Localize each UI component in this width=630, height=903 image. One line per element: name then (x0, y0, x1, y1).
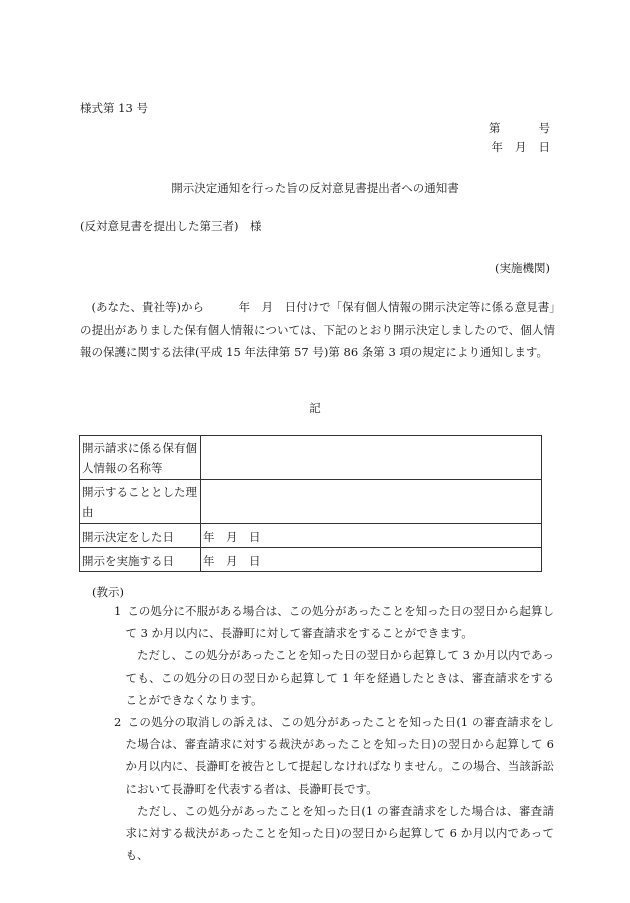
instruction-text: この処分に不服がある場合は、この処分があったことを知った日の翌日から起算して 3 か月以内に、長瀞町に対して審査請求をすることができます。 (125, 604, 554, 641)
instruction-item-2 (114, 711, 554, 800)
document-number-prefix: 第 (489, 121, 501, 135)
form-number: 様式第 13 号 (80, 101, 148, 115)
instructions-heading: (教示) (92, 585, 124, 599)
table-label-info-name: 開示請求に係る保有個人情報の名称等 (80, 436, 201, 480)
document-title: 開示決定通知を行った旨の反対意見書提出者への通知書 (171, 181, 459, 195)
document-number (489, 120, 550, 136)
table-value-reason (201, 480, 542, 524)
instruction-text: この処分の取消しの訴えは、この処分があったことを知った日(1 の審査請求をした場合は、審査請求に対する裁決があったことを知った日)の翌日から起算して 6 か月以内に、長瀞町を被告として提起しなければなりません。この場合、当該訴訟において長瀞町を代表する者は、長瀞町長です。 (125, 715, 554, 796)
table-row (80, 436, 542, 480)
instruction-paragraph: ただし、この処分があったことを知った日の翌日から起算して 3 か月以内であっても、この処分の日の翌日から起算して 1 年を経過したときは、審査請求をすることができなくなります。 (125, 648, 554, 707)
table-row (80, 480, 542, 524)
table-value-decision-date: 年 月 日 (201, 524, 542, 548)
date-year: 年 (491, 140, 503, 154)
date-month: 月 (515, 140, 527, 154)
addressee: (反対意見書を提出した第三者) 様 (80, 219, 262, 233)
table-value-disclosure-date: 年 月 日 (201, 548, 542, 572)
instruction-number: 1 (114, 604, 122, 618)
instruction-number: 2 (114, 715, 122, 730)
decision-table (79, 435, 542, 572)
table-value-info-name (201, 436, 542, 480)
issuing-agency: (実施機関) (495, 261, 550, 275)
table-row (80, 548, 542, 572)
table-label-disclosure-date: 開示を実施する日 (80, 548, 201, 572)
instructions (114, 600, 554, 866)
table-label-decision-date: 開示決定をした日 (80, 524, 201, 548)
instruction-item-1 (114, 600, 554, 644)
ki-heading: 記 (309, 401, 321, 415)
document-date (492, 139, 551, 155)
date-day: 日 (538, 140, 550, 154)
body-text: (あなた、貴社等)から 年 月 日付けで「保有個人情報の開示決定等に係る意見書」の提出がありました保有個人情報については、下記のとおり開示決定しましたので、個人情報の保護に関する法律(平成 15 年法律第 57 号)第 86 条第 3 項の規定により通知します。 (80, 300, 555, 359)
table-label-reason: 開示することとした理由 (80, 480, 201, 524)
document-number-suffix: 号 (538, 121, 550, 135)
instruction-paragraph: ただし、この処分があったことを知った日(1 の審査請求をした場合は、審査請求に対する裁決があったことを知った日)の翌日から起算して 6 か月以内であっても、 (125, 803, 554, 863)
table-row (80, 524, 542, 548)
